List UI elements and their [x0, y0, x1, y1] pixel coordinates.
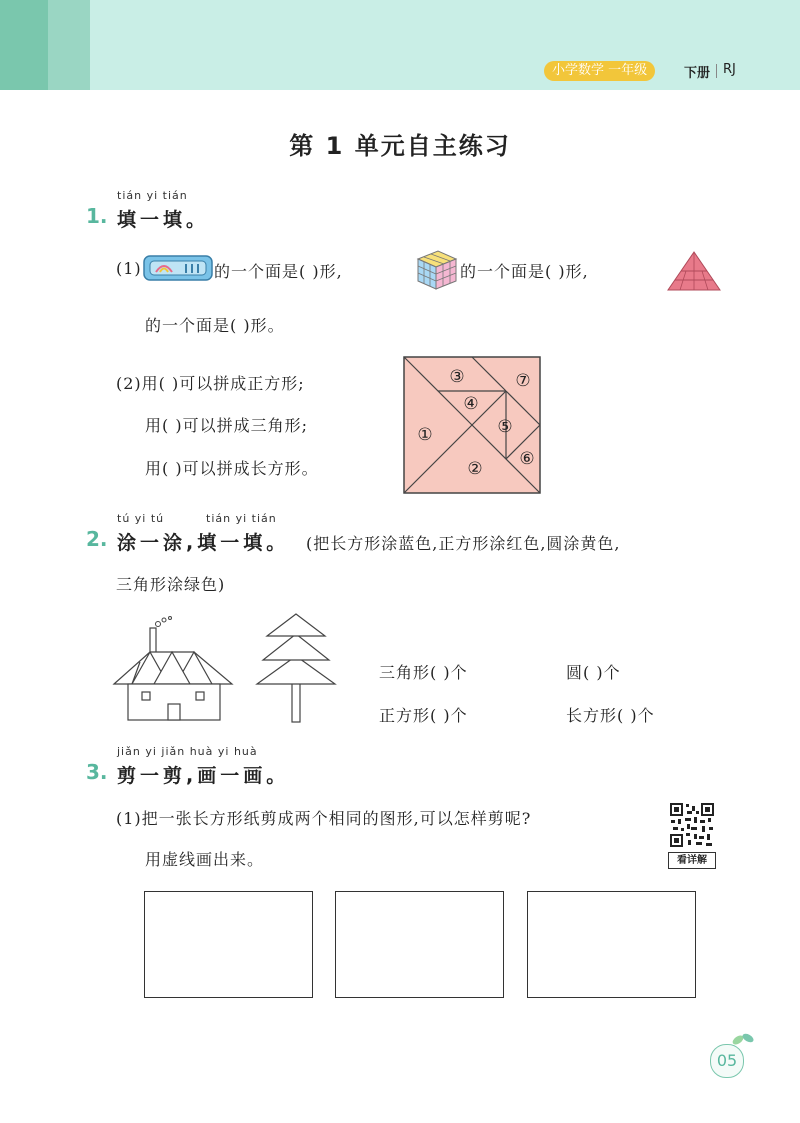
q1-part1-text-a: 的一个面是( )形, [214, 262, 343, 281]
tangram-label: ③ [449, 367, 465, 387]
q1-part2-line1: (2)用( )可以拼成正方形; [116, 374, 305, 393]
q2-heading: 涂一涂,填一填。 [117, 532, 290, 554]
count-square: 正方形( )个 [379, 706, 468, 725]
tree-drawing [255, 612, 339, 726]
q1-pinyin: tián yi tián [117, 189, 188, 202]
q3-part1-text-b: 用虚线画出来。 [145, 850, 265, 869]
count-triangle: 三角形( )个 [379, 663, 468, 682]
eraser-box-image [142, 252, 214, 284]
q3-part1-text-a: (1)把一张长方形纸剪成两个相同的图形,可以怎样剪呢? [116, 809, 532, 828]
tangram-label: ⑥ [519, 449, 535, 469]
page-title: 第 1 单元自主练习 [289, 132, 511, 160]
q1-part1-text-b: 的一个面是( )形, [460, 262, 589, 281]
q3-pinyin: jiǎn yi jiǎn huà yi huà [117, 745, 258, 758]
count-circle: 圆( )个 [566, 663, 621, 682]
tangram-label: ④ [463, 394, 479, 414]
qr-code[interactable] [669, 802, 715, 848]
drawing-box-1[interactable] [144, 891, 313, 998]
tangram-label: ② [467, 459, 483, 479]
page-number: 05 [710, 1044, 744, 1078]
volume-label: 下册 [684, 66, 711, 81]
header-band-dark [0, 0, 48, 90]
subject-badge: 小学数学 一年级 [544, 61, 655, 81]
tangram-label: ⑤ [497, 417, 513, 437]
page-header [0, 0, 800, 90]
q2-instruction-a: (把长方形涂蓝色,正方形涂红色,圆涂黄色, [306, 534, 621, 553]
q2-pinyin-a: tú yi tú [117, 512, 165, 525]
count-rectangle: 长方形( )个 [566, 706, 655, 725]
drawing-box-3[interactable] [527, 891, 696, 998]
pyramid-image [666, 250, 722, 292]
header-divider [716, 64, 717, 78]
q1-number: 1. [86, 204, 108, 228]
q2-pinyin-b: tián yi tián [206, 512, 277, 525]
qr-caption[interactable]: 看详解 [668, 852, 716, 869]
q2-instruction-b: 三角形涂绿色) [116, 575, 226, 594]
q1-part2-line2: 用( )可以拼成三角形; [145, 416, 308, 435]
header-band-light [48, 0, 90, 90]
q1-heading: 填一填。 [117, 209, 210, 231]
q2-number: 2. [86, 527, 108, 551]
q3-heading: 剪一剪,画一画。 [117, 765, 290, 787]
q1-part1-text-c: 的一个面是( )形。 [145, 316, 285, 335]
house-drawing [110, 614, 238, 726]
q3-number: 3. [86, 760, 108, 784]
q1-part2-line3: 用( )可以拼成长方形。 [145, 459, 319, 478]
rubiks-cube-image [414, 247, 460, 293]
tangram-label: ① [417, 425, 433, 445]
edition-label: RJ [723, 62, 736, 77]
tangram-square [403, 356, 541, 494]
drawing-box-2[interactable] [335, 891, 504, 998]
tangram-label: ⑦ [515, 371, 531, 391]
q1-part1-label: (1) [116, 259, 142, 278]
